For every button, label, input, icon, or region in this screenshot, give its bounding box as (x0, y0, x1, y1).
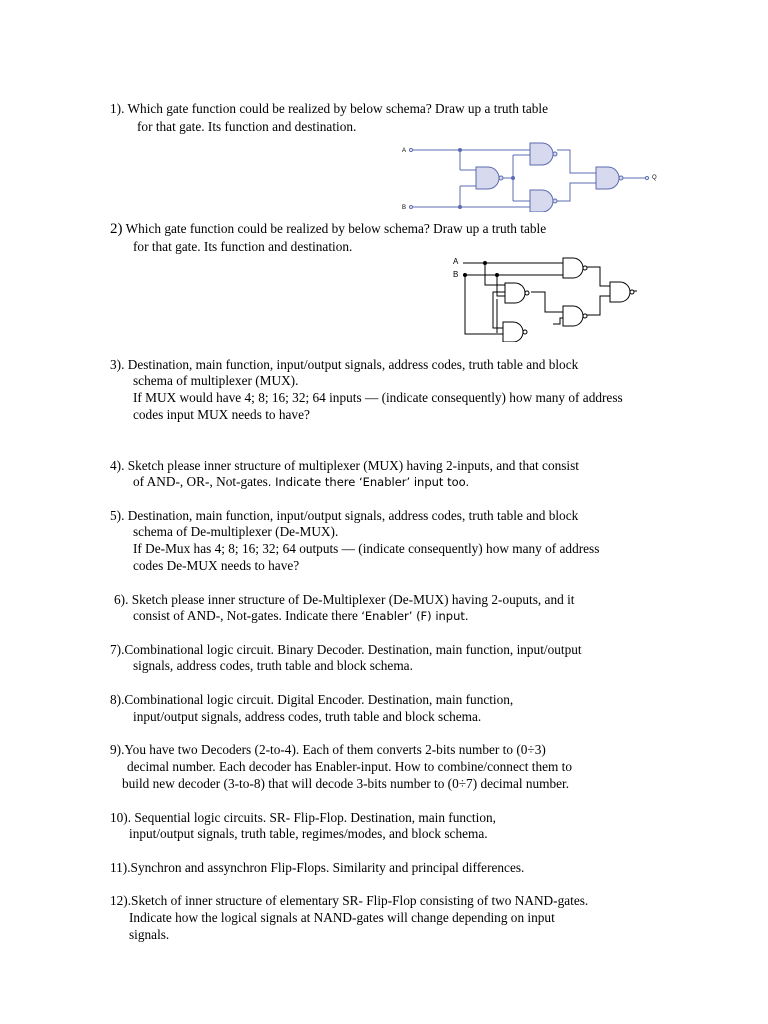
q6-line2-part1: consist of AND-, Not-gates. Indicate there (133, 608, 362, 623)
schema1-output-terminal (646, 177, 649, 180)
schema1-nand-gate (596, 167, 619, 189)
schema2-nand-gate (505, 283, 525, 303)
q12-line2: Indicate how the logical signals at NAND-gates will change depending on input (129, 910, 555, 925)
q5-line2: schema of De-multiplexer (De-MUX). (133, 524, 339, 539)
q2-line2: for that gate. Its function and destination. (133, 239, 353, 254)
schema1-junction (458, 205, 462, 209)
q1-line1 (110, 101, 548, 117)
q3-line2: schema of multiplexer (MUX). (133, 373, 299, 388)
schema2-label-a: A (453, 257, 459, 266)
q2-text-line1: Which gate function could be realized by below schema? Draw up a truth table (122, 221, 547, 236)
q5-line1: 5). Destination, main function, input/output signals, address codes, truth table and block (110, 508, 579, 523)
schema2-junction (495, 273, 499, 277)
q9-line2: decimal number. Each decoder has Enabler-input. How to combine/connect them to (127, 759, 573, 774)
q1-number: 1). (110, 101, 125, 116)
schema1-junction (458, 148, 462, 152)
q11-line1: 11).Synchron and assynchron Flip-Flops. Similarity and principal differences. (110, 860, 525, 875)
schema2-junction (463, 273, 467, 277)
schema1-label-b: B (402, 205, 407, 211)
q5-line3: If De-Mux has 4; 8; 16; 32; 64 outputs — (indicate consequently) how many of address (133, 541, 600, 556)
q4-line1: 4). Sketch please inner structure of multiplexer (MUX) having 2-inputs, and that consist (110, 458, 579, 473)
q4-line2-part2: . Indicate there ‘Enabler’ input too. (267, 475, 470, 489)
q9-line3: build new decoder (3-to-8) that will decode 3-bits number to (0÷7) decimal number. (122, 776, 570, 791)
q10-line2: input/output signals, truth table, regimes/modes, and block schema. (129, 826, 488, 841)
gate-schema-1 (400, 138, 660, 212)
schema2-nand-gate (503, 322, 523, 342)
q1-line2: for that gate. Its function and destination. (137, 119, 357, 134)
q12-line3: signals. (129, 927, 170, 942)
schema2-label-b: B (453, 270, 459, 279)
q4-line2 (133, 474, 469, 490)
schema2-nand-gate (563, 306, 583, 326)
schema2-nand-gate (563, 258, 583, 278)
q8-line2: input/output signals, address codes, truth table and block schema. (133, 709, 482, 724)
schema1-label-q: Q (652, 175, 657, 181)
q7-line2: signals, address codes, truth table and block schema. (133, 658, 413, 673)
schema1-nand-gate (476, 167, 499, 189)
q2-number: 2) (110, 221, 123, 237)
q3-line3: If MUX would have 4; 8; 16; 32; 64 inputs — (indicate consequently) how many of address (133, 390, 623, 405)
schema2-nand-gate (610, 282, 630, 302)
q9-line1: 9).You have two Decoders (2-to-4). Each of them converts 2-bits number to (0÷3) (110, 742, 546, 757)
q5-line4: codes De-MUX needs to have? (133, 558, 300, 573)
schema1-input-a-terminal (410, 149, 413, 152)
gate-schema-2 (445, 254, 645, 342)
q6-line2-part2: ‘Enabler’ (F) input. (361, 609, 469, 623)
q3-line1: 3). Destination, main function, input/output signals, address codes, truth table and block (110, 357, 579, 372)
schema1-junction (511, 176, 515, 180)
schema1-label-a: A (402, 148, 407, 154)
q4-line2-part1: of AND-, OR-, Not-gates (133, 474, 268, 489)
q12-line1: 12).Sketch of inner structure of elementary SR- Flip-Flop consisting of two NAND-gates. (110, 893, 589, 908)
q6-line2 (133, 608, 469, 624)
q3-line4: codes input MUX needs to have? (133, 407, 310, 422)
schema1-nand-gate (530, 190, 553, 212)
schema1-input-b-terminal (410, 206, 413, 209)
q7-line1: 7).Combinational logic circuit. Binary Decoder. Destination, main function, input/output (110, 642, 582, 657)
schema2-junction (483, 261, 487, 265)
q8-line1: 8).Combinational logic circuit. Digital Encoder. Destination, main function, (110, 692, 514, 707)
q1-text-line1: Which gate function could be realized by below schema? Draw up a truth table (124, 101, 549, 116)
schema1-nand-gate (530, 143, 553, 165)
q6-line1: 6). Sketch please inner structure of De-Multiplexer (De-MUX) having 2-ouputs, and it (114, 592, 575, 607)
q10-line1: 10). Sequential logic circuits. SR- Flip-Flop. Destination, main function, (110, 810, 496, 825)
q2-line1 (110, 221, 546, 237)
